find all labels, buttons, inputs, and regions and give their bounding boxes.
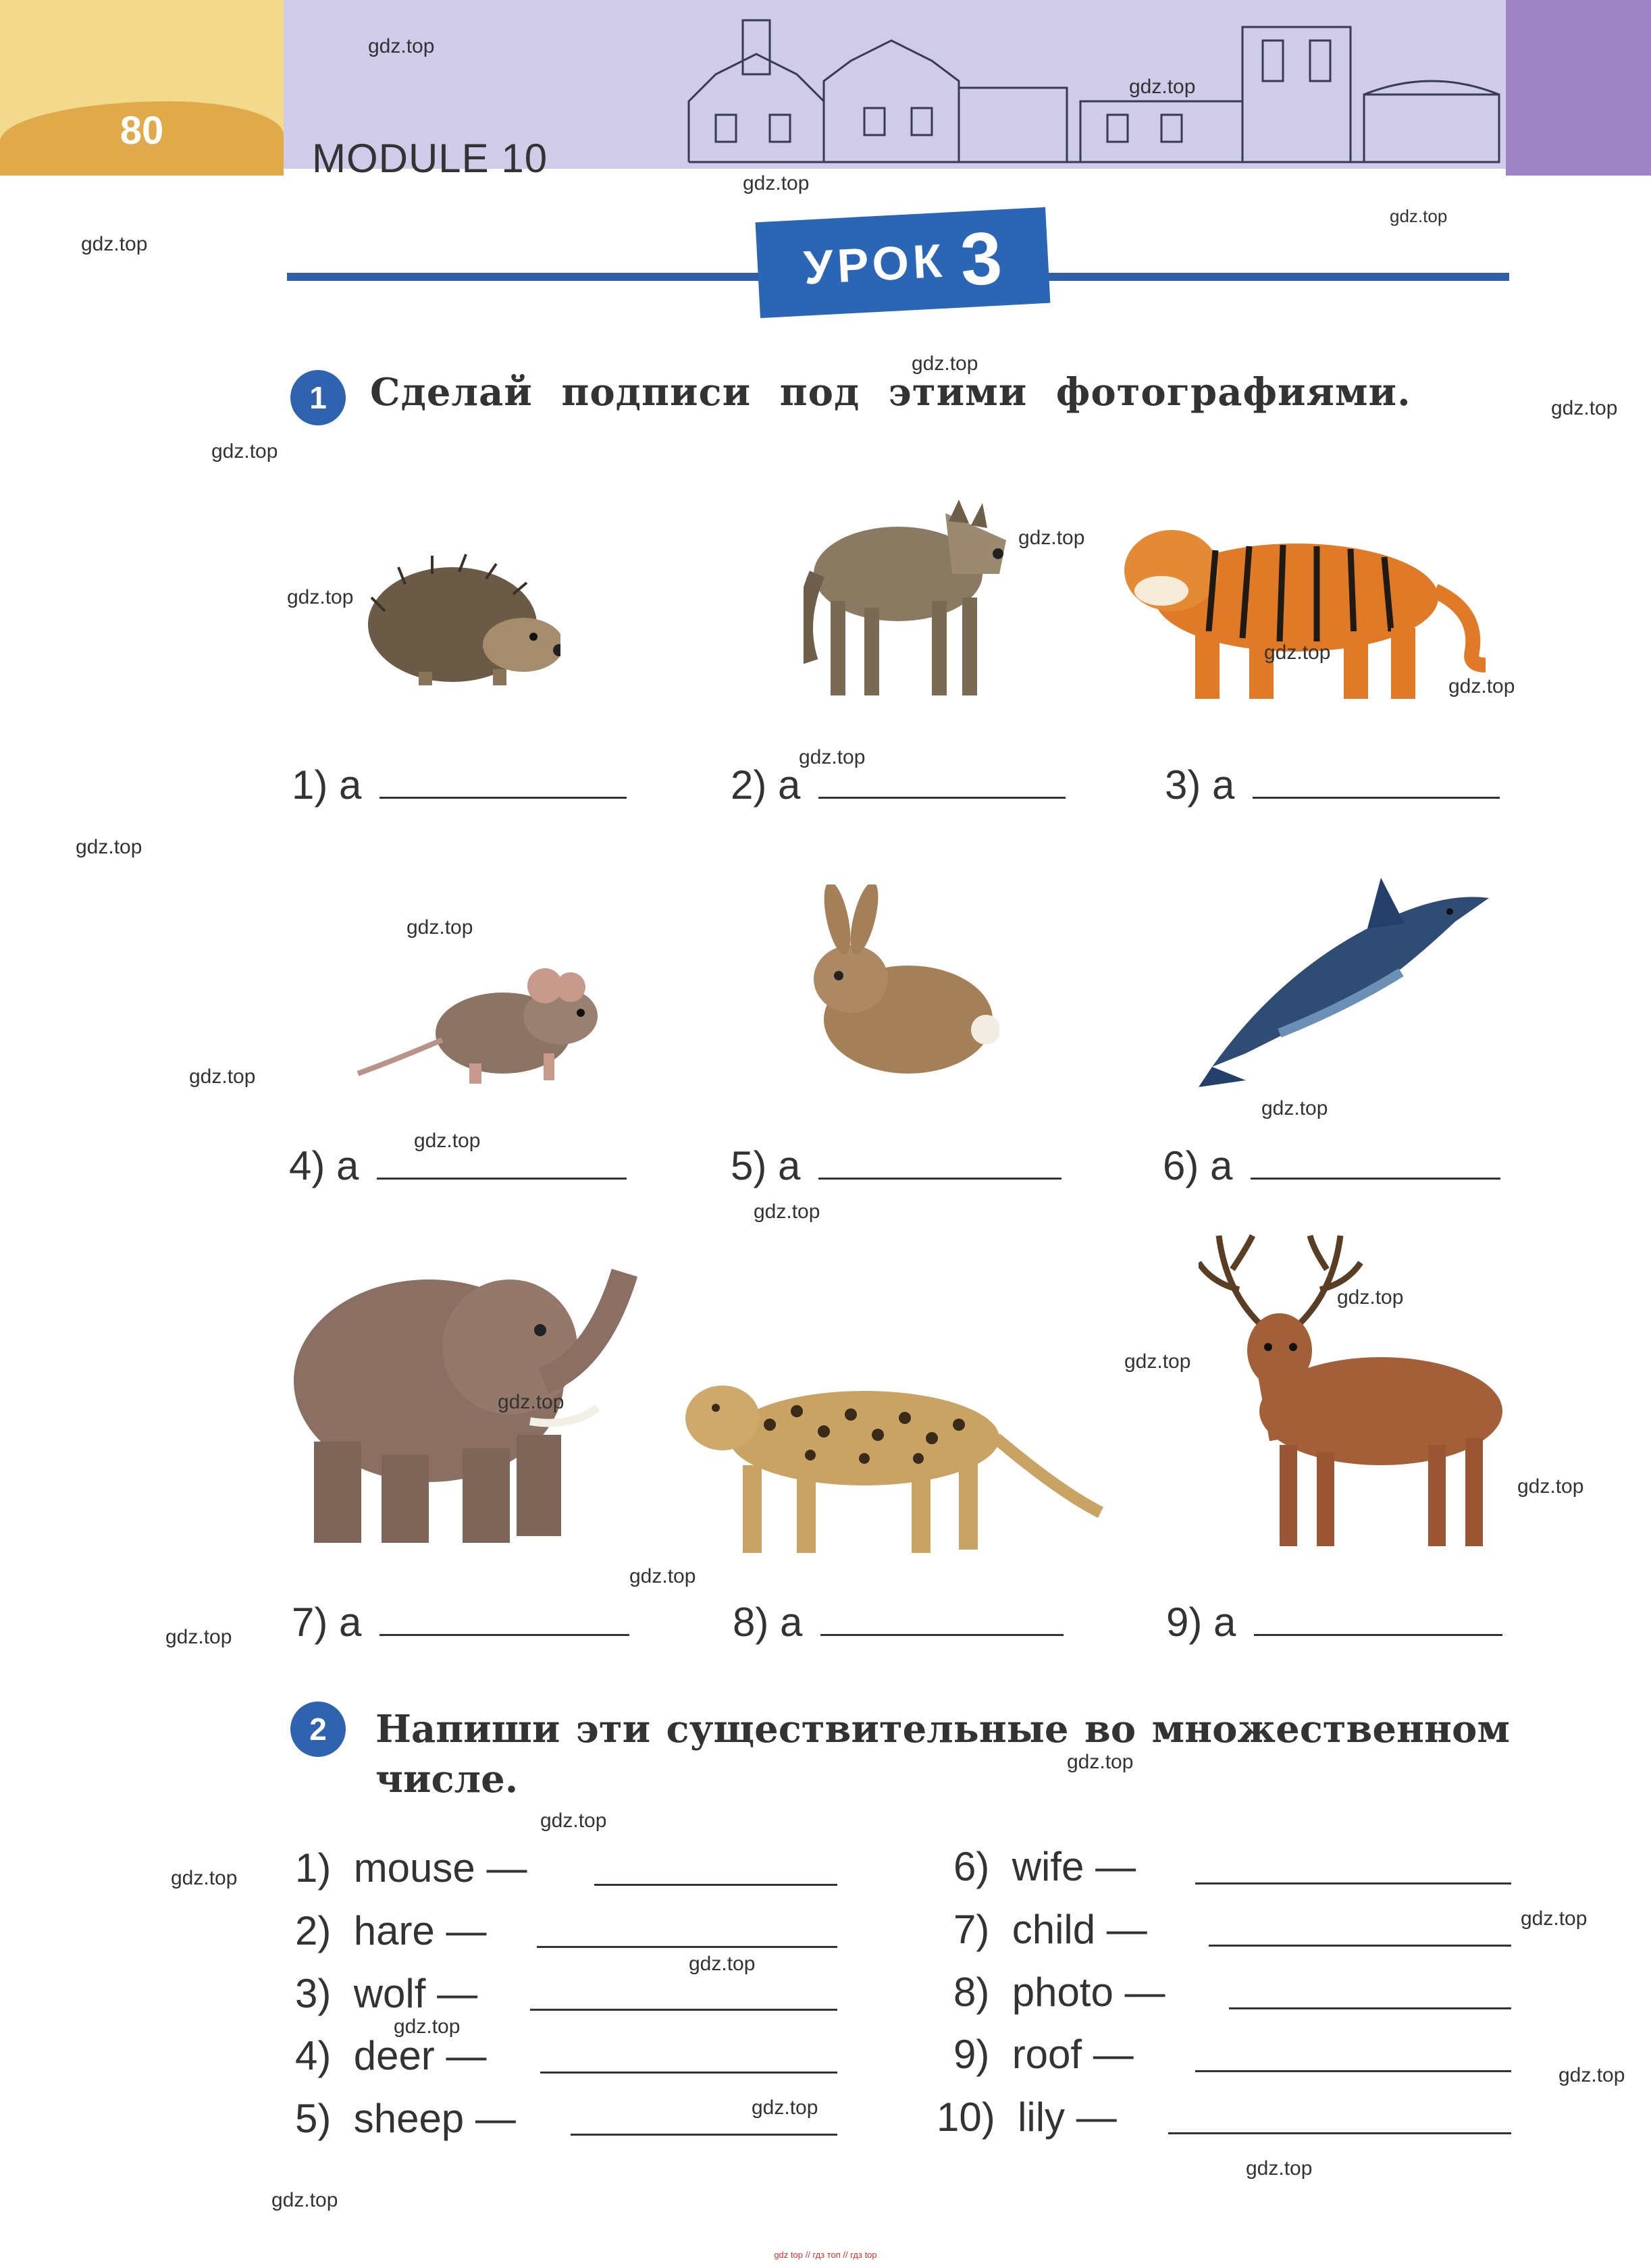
watermark-text: gdz.top (1448, 675, 1515, 697)
answer-line-6[interactable] (1251, 1178, 1500, 1180)
plural-item-2: 2) hare — (295, 1908, 487, 1953)
page-header (0, 0, 1651, 176)
watermark-text: gdz.top (1124, 1350, 1191, 1373)
watermark-text: gdz.top (1558, 2064, 1625, 2086)
exercise-2-badge: 2 (290, 1702, 346, 1757)
watermark-text: gdz.top (540, 1810, 607, 1832)
label-6: 6) a (1163, 1143, 1233, 1188)
dolphin-photo (1199, 851, 1496, 1094)
watermark-text: gdz.top (1551, 397, 1618, 419)
plural-line-6[interactable] (1195, 1882, 1511, 1884)
page-number: 80 (120, 109, 164, 153)
watermark-text: gdz.top (368, 35, 435, 57)
watermark-text: gdz.top (394, 2015, 461, 2038)
lesson-number: 3 (958, 215, 1004, 301)
watermark-text: gdz.top (1129, 76, 1196, 98)
plural-line-4[interactable] (540, 2072, 837, 2074)
label-5: 5) a (731, 1143, 801, 1188)
plural-item-9: 9) roof — (953, 2032, 1134, 2077)
lesson-word: УРОК (802, 234, 947, 294)
plural-line-1[interactable] (594, 1884, 837, 1886)
watermark-text: gdz.top (171, 1867, 238, 1889)
watermark-text: gdz.top (211, 440, 278, 463)
plural-line-2[interactable] (537, 1946, 837, 1948)
watermark-text: gdz.top (271, 2189, 338, 2211)
plural-item-7: 7) child — (953, 1907, 1147, 1952)
watermark-text: gdz.top (165, 1626, 232, 1648)
leopard-photo (682, 1357, 1114, 1560)
mouse-photo (355, 959, 604, 1094)
watermark-text: gdz.top (1390, 206, 1448, 226)
hedgehog-photo (358, 537, 560, 692)
watermark-text: gdz.top (287, 586, 354, 608)
watermark-text: gdz.top (407, 916, 473, 939)
lesson-badge (756, 207, 1051, 318)
watermark-text: gdz.top (1517, 1475, 1584, 1498)
plural-line-7[interactable] (1209, 1945, 1511, 1947)
module-label: MODULE 10 (312, 136, 548, 181)
exercise-2-instruction: Напиши эти существительные во множественном числе. (375, 1707, 1510, 1801)
watermark-text: gdz.top (689, 1953, 756, 1975)
watermark-text: gdz.top (81, 233, 148, 255)
answer-line-2[interactable] (818, 797, 1066, 799)
label-2: 2) a (731, 762, 801, 808)
deer-photo (1199, 1229, 1502, 1553)
plural-item-10: 10) lily — (937, 2094, 1117, 2140)
watermark-text: gdz.top (743, 172, 810, 194)
plural-line-5[interactable] (571, 2134, 837, 2136)
bottom-watermark: gdz top // гдз топ // гдз top (774, 2250, 877, 2260)
label-7: 7) a (292, 1600, 362, 1645)
plural-line-3[interactable] (530, 2009, 837, 2011)
watermark-text: gdz.top (76, 836, 142, 858)
plural-item-3: 3) wolf — (295, 1971, 478, 2016)
answer-line-4[interactable] (377, 1178, 627, 1180)
answer-line-7[interactable] (379, 1634, 629, 1636)
watermark-text: gdz.top (752, 2096, 818, 2119)
answer-line-9[interactable] (1254, 1634, 1502, 1636)
watermark-text: gdz.top (799, 746, 866, 768)
watermark-text: gdz.top (1337, 1286, 1404, 1309)
watermark-text: gdz.top (1264, 641, 1331, 664)
answer-line-8[interactable] (820, 1634, 1064, 1636)
plural-line-10[interactable] (1168, 2132, 1511, 2134)
answer-line-5[interactable] (818, 1178, 1062, 1180)
plural-line-9[interactable] (1195, 2070, 1511, 2072)
answer-line-1[interactable] (379, 797, 627, 799)
watermark-text: gdz.top (629, 1565, 696, 1587)
watermark-text: gdz.top (1521, 1907, 1588, 1930)
watermark-text: gdz.top (1246, 2157, 1313, 2180)
hare-photo (797, 885, 999, 1080)
watermark-text: gdz.top (189, 1065, 256, 1088)
tiger-photo (1121, 496, 1499, 706)
elephant-photo (287, 1246, 679, 1550)
answer-line-3[interactable] (1253, 797, 1500, 799)
plural-item-5: 5) sheep — (295, 2096, 516, 2141)
exercise-1-instruction: Сделай подписи под этими фотографиями. (370, 370, 1411, 415)
plural-item-4: 4) deer — (295, 2033, 487, 2078)
plural-item-6: 6) wife — (953, 1844, 1136, 1889)
watermark-text: gdz.top (1067, 1751, 1134, 1773)
exercise-1-badge: 1 (290, 370, 346, 425)
wolf-photo (804, 473, 1013, 702)
plural-item-1: 1) mouse — (295, 1845, 527, 1891)
label-8: 8) a (733, 1600, 803, 1645)
header-edge-band (1506, 0, 1651, 176)
watermark-text: gdz.top (1261, 1097, 1328, 1119)
plural-line-8[interactable] (1229, 2007, 1511, 2009)
plural-item-8: 8) photo — (953, 1970, 1165, 2015)
watermark-text: gdz.top (498, 1391, 565, 1413)
label-9: 9) a (1166, 1600, 1236, 1645)
watermark-text: gdz.top (912, 352, 978, 375)
label-3: 3) a (1165, 762, 1235, 808)
label-4: 4) a (289, 1143, 359, 1188)
label-1: 1) a (292, 762, 362, 808)
watermark-text: gdz.top (754, 1201, 820, 1223)
watermark-text: gdz.top (414, 1130, 481, 1152)
watermark-text: gdz.top (1018, 527, 1085, 549)
